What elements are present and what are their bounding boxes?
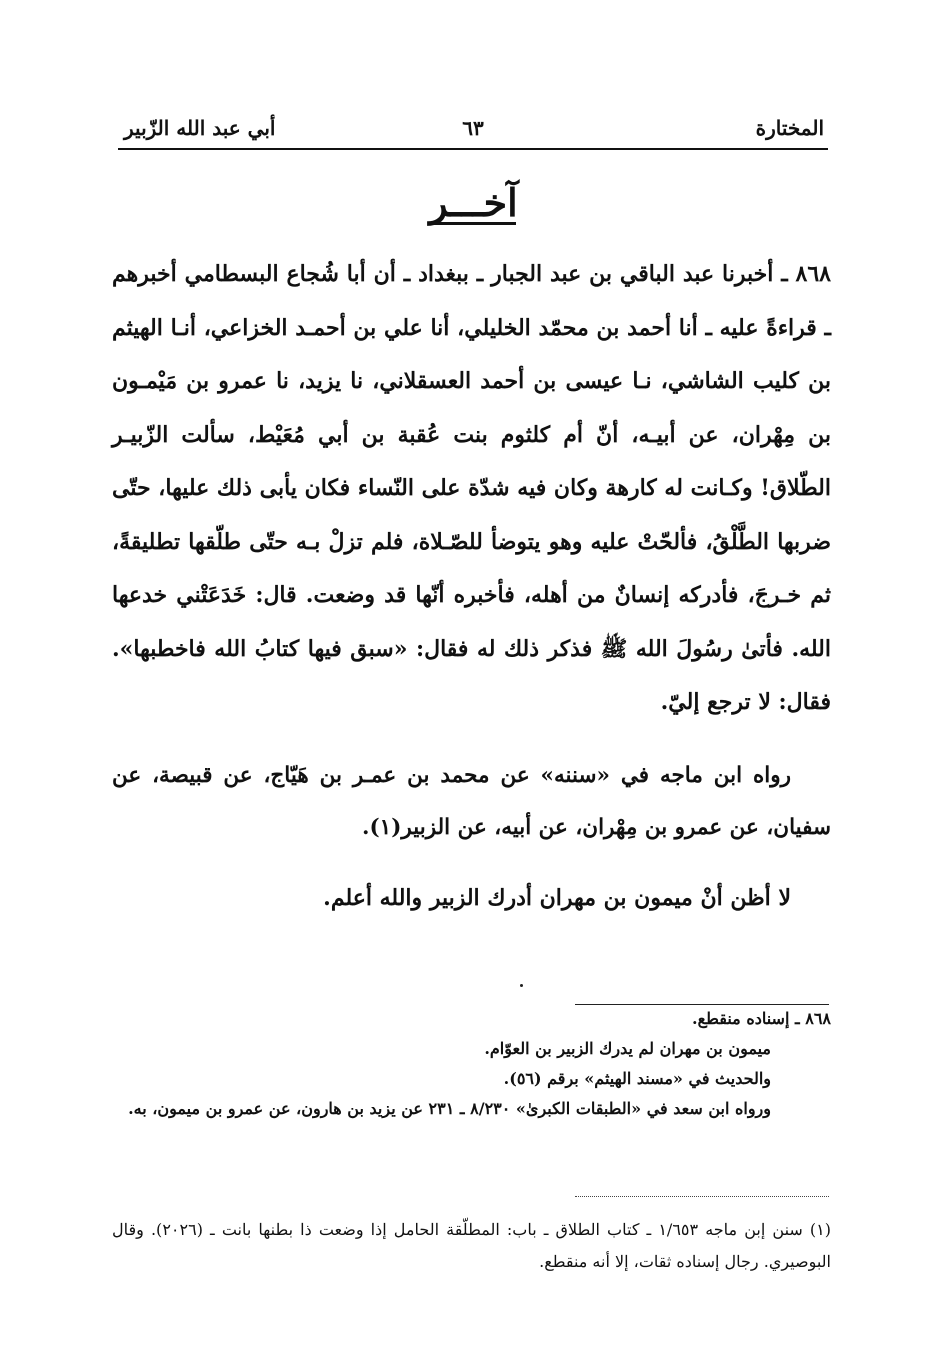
takhrij-paragraph: رواه ابن ماجه في «سننه» عن محمد بن عمـر بن هَيّاج، عن قبيصة، عن سفيان، عن عمرو بن مِهْران، عن أبيه، عن الزبير(١). bbox=[112, 762, 831, 840]
note-line: والحديث في «مسند الهيثم» برقم (٥٦). bbox=[503, 1069, 771, 1088]
footnote-text: (١) سنن إبن ماجه ١/٦٥٣ ـ كتاب الطلاق ـ باب: المطلّقة الحامل إذا وضعت ذا بطنها بانت ـ (٢٠٢٦). وقال البوصيري. رجال إسناده ثقات، إلا أنه منقطع. bbox=[112, 1220, 831, 1271]
main-text bbox=[112, 248, 831, 925]
footnote bbox=[112, 1214, 831, 1278]
comment-paragraph: لا أظن أنْ ميمون بن مهران أدرك الزبير والله أعلم. bbox=[323, 884, 791, 911]
footnote-divider bbox=[575, 1196, 829, 1197]
section-title: آخـــر bbox=[429, 180, 518, 225]
note-line: ميمون بن مهران لم يدرك الزبير بن العوّام. bbox=[484, 1039, 771, 1058]
running-header bbox=[118, 112, 828, 148]
header-chapter-title: أبي عبد الله الزّبير bbox=[124, 116, 276, 140]
page-number: ٦٣ bbox=[462, 116, 484, 140]
header-book-title: المختارة bbox=[755, 116, 824, 140]
note-line: ورواه ابن سعد في «الطبقات الكبرىٰ» ٨/٢٣٠ ـ ٢٣١ عن يزيد بن هارون، عن عمرو بن ميمون، به. bbox=[128, 1099, 771, 1118]
section-title-underline bbox=[432, 222, 516, 225]
note-line: ٨٦٨ ـ إسناده منقطع. bbox=[692, 1009, 831, 1028]
hadith-paragraph: ٨٦٨ ـ أخبرنا عبد الباقي بن عبد الجبار ـ ببغداد ـ أن أبا شُجاع البسطامي أخبرهم ـ قراءةً عليه ـ أنا أحمد بن محمّد الخليلي، أنا علي بن أحمـد الخزاعي، أنـا الهيثم بن كليب الشاشي، نـا عيسى بن أحمد العسقلاني، نا يزيد، نا عمرو بن مَيْمـون بن مِهْران، عن أبيـه، أنّ أم كلثوم بنت عُقبة بن أبي مُعَيْط، سألت الزّبيـر الطّلاق! وكـانت له كارهة وكان فيه شدّة على النّساء فكان يأبى ذلك عليها، حتّى ضربها الطَّلْقُ، فألحّتْ عليه وهو يتوضأ للصّـلاة، فلم تزلْ بـه حتّى طلّقها تطليقةً، ثم خـرجَ، فأدركه إنسانٌ من أهله، فأخبره أنّها قد وضعت. قال: خَدَعَتْني خدعها الله. فأتىٰ رسُولَ الله ﷺ فذكر ذلك له فقال: «سبق فيها كتابُ الله فاخطبها». فقال: لا ترجع إليّ. bbox=[112, 261, 831, 715]
stray-dot bbox=[520, 984, 523, 987]
editor-notes bbox=[112, 1004, 831, 1124]
header-divider bbox=[118, 148, 828, 150]
